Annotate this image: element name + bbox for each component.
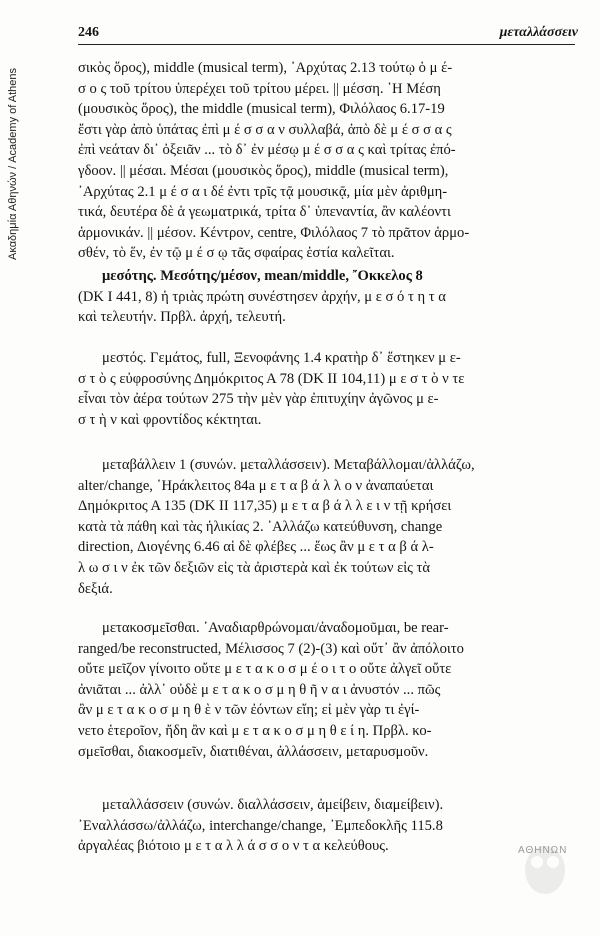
text-line: ἔστι γὰρ ἀπὸ ὑπάτας ἐπὶ μ έ σ σ α ν συλλαβά, ἀπὸ δὲ μ έ σ σ α ς xyxy=(78,121,452,138)
text-line: λ ω σ ι ν ἐκ τῶν δεξιῶν εἰς τὰ ἀριστερὰ καὶ ἐκ τούτων εἰς τὰ xyxy=(78,559,431,576)
text-line: σμεῖσθαι, διακοσμεῖν, διατιθέναι, ἀλλάσσειν, μεταρυσμοῦν. xyxy=(78,743,429,760)
text-line: ἐπὶ νεάταν δι᾽ ὀξειᾶν ... τὸ δ᾽ ἐν μέσῳ μ έ σ σ α ς καὶ τρίτας ἐπό- xyxy=(78,142,456,159)
text-line: εἶναι τὸν ἀέρα τούτων 275 τὴν μὲν γὰρ ἐπιτυχίην ἀγῶνος μ ε- xyxy=(78,391,439,408)
entry-first-line: μετακοσμεῖσθαι. ᾽Αναδιαρθρώνομαι/ἀναδομοῦμαι, be rear- xyxy=(102,620,449,636)
text-line: (DK I 441, 8) ἡ τριὰς πρώτη συνέστησεν ἀρχήν, μ ε σ ό τ η τ α xyxy=(78,288,446,305)
side-note-text: Ακαδημία Αθηνών / Academy of Athens xyxy=(7,67,19,260)
side-note xyxy=(3,40,25,260)
entry-first-line: μεστός. Γεμάτος, full, Ξενοφάνης 1.4 κρατὴρ δ᾽ ἕστηκεν μ ε- xyxy=(102,350,461,366)
running-head: μεταλλάσσειν xyxy=(499,25,578,40)
text-line: Δημόκριτος Α 135 (DK II 117,35) μ ε τ α β ά λ λ ε ι ν τῇ κρήσει xyxy=(78,498,452,515)
text-line: ἂν μ ε τ α κ ο σ μ η θ ὲ ν τῶν ἐόντων εἴη; εἰ μὲν γὰρ τι ἐγί- xyxy=(78,702,420,719)
text-line: ᾽Αρχύτας 2.1 μ έ σ α ι δέ ἐντι τρῖς τᾷ μουσικᾷ, μία μὲν ἀριθμη- xyxy=(78,183,448,200)
text-line: νετο ἑτεροῖον, ἤδη ἂν καὶ μ ε τ α κ ο σ μ η θ ε ί η. Πρβλ. κο- xyxy=(78,722,432,739)
text-line: direction, Διογένης 6.46 αἱ δὲ φλέβες ... ἕως ἂν μ ε τ α β ά λ- xyxy=(78,539,434,556)
text-line: σ τ ὴ ν καὶ φροντίδος κέκτηται. xyxy=(78,411,262,428)
text-line: κατὰ τὰ πάθη καὶ τὰς ἡλικίας 2. ᾽Αλλάζω κατεύθυνση, change xyxy=(78,518,443,535)
entry-mesotes xyxy=(78,266,575,328)
page-number: 246 xyxy=(78,25,99,40)
text-line: σθέν, τὸ ἕν, ἐν τῷ μ έ σ ῳ τᾶς σφαίρας ἑστία καλεῖται. xyxy=(78,245,395,262)
text-line: γδοον. || μέσαι. Μέσαι (μουσικὸς ὅρος), middle (musical term), xyxy=(78,162,449,179)
text-line: ἀργαλέας βιότοιο μ ε τ α λ λ ά σ σ ο ν τ α κελεύθους. xyxy=(78,838,389,855)
watermark-text: ΑΘΗΝΩΝ xyxy=(518,845,568,856)
text-line: σ ο ς τοῦ τρίτου ὑπερέχει τοῦ τρίτου μέρει. || μέσση. ῾Η Μέση xyxy=(78,80,441,97)
header-rule xyxy=(78,44,575,45)
text-line: ranged/be reconstructed, Μέλισσος 7 (2)-(3) καὶ οὔτ᾽ ἂν ἀπόλοιτο xyxy=(78,640,464,657)
text-line: alter/change, ῾Ηράκλειτος 84a μ ε τ α β ά λ λ ο ν ἀναπαύεται xyxy=(78,477,434,494)
text-line: τικά, δευτέρα δὲ ἁ γεωματρικά, τρίτα δ᾽ ὑπεναντία, ἂν καλέοντι xyxy=(78,204,451,221)
page-header xyxy=(78,25,578,43)
entry-first-line: μεσότης. Μεσότης/μέσον, mean/middle, ῎Οκκελος 8 xyxy=(102,268,423,284)
entry-metallassein xyxy=(78,795,575,857)
entry-continuation xyxy=(78,58,575,264)
text-line: καὶ τελευτήν. Πρβλ. ἀρχή, τελευτή. xyxy=(78,309,286,326)
text-line: ἁρμονικάν. || μέσον. Κέντρον, centre, Φιλόλαος 7 τὸ πρᾶτον ἁρμο- xyxy=(78,224,470,241)
text-line: ἀνιᾶται ... ἀλλ᾽ οὐδὲ μ ε τ α κ ο σ μ η θ ῆ ν α ι ἀνυστόν ... πῶς xyxy=(78,681,441,698)
text-line: σ τ ὸ ς εὐφροσύνης Δημόκριτος Α 78 (DK II 104,11) μ ε σ τ ὸ ν τε xyxy=(78,370,465,387)
text-line: σικὸς ὅρος), middle (musical term), ᾽Αρχύτας 2.13 τούτῳ ὁ μ έ- xyxy=(78,60,453,76)
text-line: ᾽Εναλλάσσω/ἀλλάζω, interchange/change, ᾽Εμπεδοκλῆς 115.8 xyxy=(78,817,443,834)
entry-metakosmeisthai xyxy=(78,618,575,762)
entry-first-line: μεταλλάσσειν (συνών. διαλλάσσειν, ἀμείβειν, διαμείβειν). xyxy=(102,797,444,813)
text-line: (μουσικὸς ὅρος), the middle (musical term), Φιλόλαος 6.17-19 xyxy=(78,101,445,118)
entry-first-line: μεταβάλλειν 1 (συνών. μεταλλάσσειν). Μεταβάλλομαι/ἀλλάζω, xyxy=(102,457,475,473)
text-line: δεξιά. xyxy=(78,580,113,597)
entry-mestos xyxy=(78,348,575,430)
text-line: οὔτε μεῖζον γίνοιτο οὔτε μ ε τ α κ ο σ μ έ ο ι τ ο οὔτε ἀλγεῖ οὔτε xyxy=(78,661,452,678)
entry-metaballein xyxy=(78,455,575,599)
